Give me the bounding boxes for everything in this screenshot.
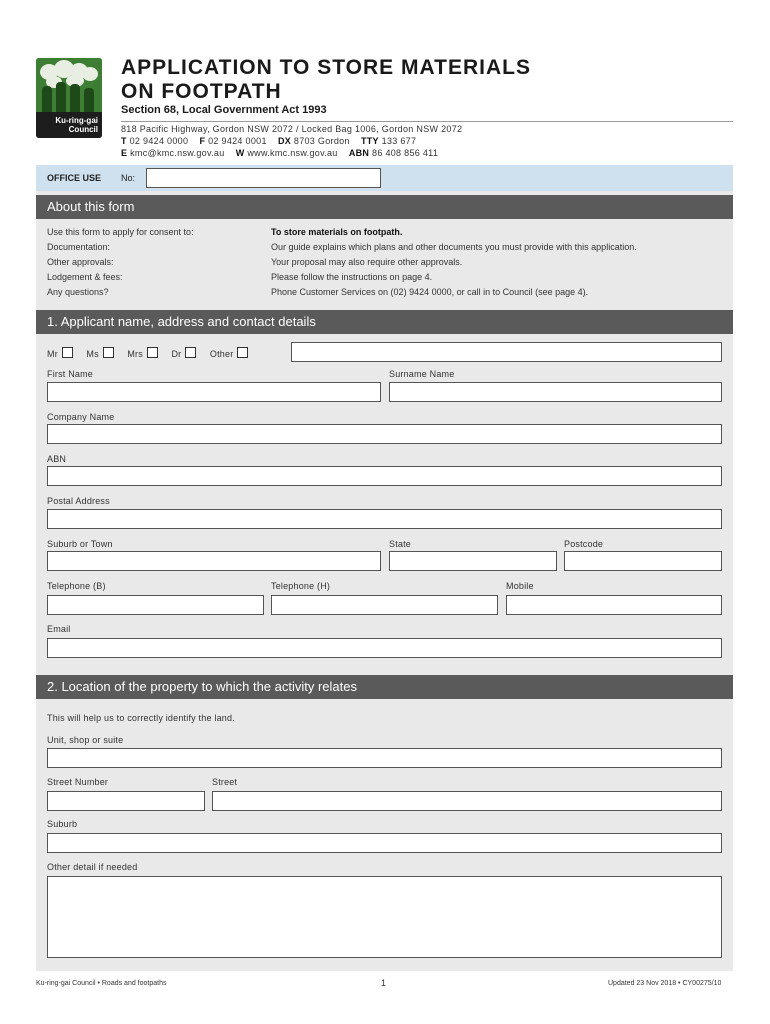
other-checkbox[interactable]	[237, 347, 248, 358]
other-detail-field[interactable]	[47, 876, 722, 958]
about-heading: About this form	[36, 195, 733, 219]
mrs-checkbox[interactable]	[147, 347, 158, 358]
section2-intro: This will help us to correctly identify the land.	[47, 713, 235, 723]
surname-label: Surname Name	[389, 369, 455, 379]
section2-heading: 2. Location of the property to which the activity relates	[36, 675, 733, 699]
postcode-field[interactable]	[564, 551, 722, 571]
street-number-label: Street Number	[47, 777, 109, 787]
mobile-label: Mobile	[506, 581, 534, 591]
postal-label: Postal Address	[47, 496, 110, 506]
office-no-label: No:	[121, 173, 136, 183]
mr-checkbox[interactable]	[62, 347, 73, 358]
company-label: Company Name	[47, 412, 115, 422]
page-subtitle: Section 68, Local Government Act 1993	[121, 104, 327, 116]
abn-label: ABN	[47, 454, 67, 464]
suburb-field[interactable]	[47, 833, 722, 853]
ms-checkbox[interactable]	[103, 347, 114, 358]
tel-h-label: Telephone (H)	[271, 581, 331, 591]
street-label: Street	[212, 777, 238, 787]
about-labels: Use this form to apply for consent to: Documentation: Other approvals: Lodgement & fees: Any questions?	[47, 227, 194, 297]
street-number-field[interactable]	[47, 791, 205, 811]
page-title: APPLICATION TO STORE MATERIALS ON FOOTPATH	[121, 56, 531, 103]
unit-label: Unit, shop or suite	[47, 735, 124, 745]
other-detail-label: Other detail if needed	[47, 862, 138, 872]
council-logo	[36, 58, 102, 138]
first-name-field[interactable]	[47, 382, 381, 402]
suburb-label: Suburb	[47, 819, 78, 829]
postcode-label: Postcode	[564, 539, 604, 549]
title-options: Mr Ms Mrs Dr Other	[47, 347, 248, 359]
council-contact-line1: T 02 9424 0000 F 02 9424 0001 DX 8703 Gordon TTY 133 677	[121, 136, 417, 146]
unit-field[interactable]	[47, 748, 722, 768]
section1-heading: 1. Applicant name, address and contact details	[36, 310, 733, 334]
state-field[interactable]	[389, 551, 557, 571]
other-title-field[interactable]	[291, 342, 722, 362]
email-label: Email	[47, 624, 71, 634]
street-field[interactable]	[212, 791, 722, 811]
footer-left: Ku-ring-gai Council • Roads and footpaths	[36, 980, 167, 987]
company-field[interactable]	[47, 424, 722, 444]
suburb-town-field[interactable]	[47, 551, 381, 571]
mobile-field[interactable]	[506, 595, 722, 615]
suburb-town-label: Suburb or Town	[47, 539, 113, 549]
state-label: State	[389, 539, 412, 549]
postal-field[interactable]	[47, 509, 722, 529]
footer-right: Updated 23 Nov 2018 • CY00275/10	[608, 980, 722, 987]
abn-field[interactable]	[47, 466, 722, 486]
header-divider	[121, 121, 733, 122]
tel-b-field[interactable]	[47, 595, 264, 615]
page-number: 1	[381, 978, 387, 988]
council-contact-line2: E kmc@kmc.nsw.gov.au W www.kmc.nsw.gov.au ABN 86 408 856 411	[121, 148, 439, 158]
tel-b-label: Telephone (B)	[47, 581, 106, 591]
email-field[interactable]	[47, 638, 722, 658]
office-use-bar	[36, 165, 733, 191]
logo-text: Ku-ring-gai Council	[36, 112, 102, 138]
office-use-label: OFFICE USE	[47, 173, 102, 183]
dr-checkbox[interactable]	[185, 347, 196, 358]
tel-h-field[interactable]	[271, 595, 498, 615]
council-address: 818 Pacific Highway, Gordon NSW 2072 / Locked Bag 1006, Gordon NSW 2072	[121, 124, 463, 134]
surname-field[interactable]	[389, 382, 722, 402]
office-no-field[interactable]	[146, 168, 381, 188]
first-name-label: First Name	[47, 369, 94, 379]
about-values: To store materials on footpath. Our guide explains which plans and other documents you must provide with this application. Your proposal may also require other approvals. Please follow the instructions on page 4. Phone Customer Services on (02) 9424 0000, or call in to Council (see page 4).	[271, 227, 637, 297]
